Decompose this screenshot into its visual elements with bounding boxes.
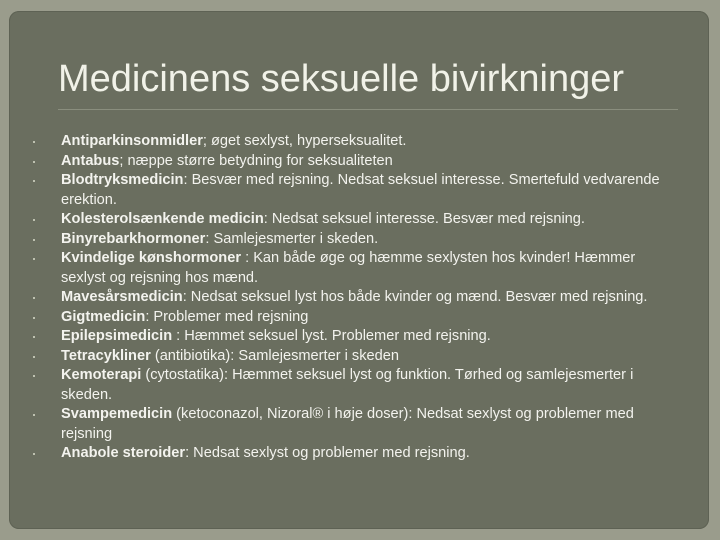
bullet-icon (33, 239, 35, 241)
medicine-term: Epilepsimedicin (61, 328, 173, 344)
side-effect-description: : Samlejesmerter i skeden. (205, 230, 379, 247)
list-item (30, 405, 670, 444)
bullet-icon (33, 336, 35, 338)
medicine-term: Kvindelige kønshormoner (61, 250, 242, 266)
side-effect-description: : Kan både øge og hæmme sexlysten hos kvinder! Hæmmer sexlyst og rejsning hos mænd. (61, 250, 636, 286)
medicine-term: Kolesterolsænkende medicin (61, 211, 264, 227)
bullet-icon (33, 297, 35, 299)
bullet-icon (33, 180, 35, 182)
bullet-icon (33, 219, 35, 221)
side-effect-description: : Nedsat seksuel lyst hos både kvinder og mænd. Besvær med rejsning. (182, 289, 648, 305)
bullet-icon (33, 258, 35, 260)
list-item (30, 347, 670, 367)
list-item (30, 308, 670, 328)
medicine-term: Antiparkinsonmidler (61, 133, 203, 149)
list-item (30, 288, 670, 308)
side-effect-description: : Problemer med rejsning (145, 308, 309, 325)
medicine-term: Antabus (61, 152, 120, 169)
side-effect-description: : Besvær med rejsning. Nedsat seksuel interesse. Smertefuld vedvarende erektion. (61, 172, 660, 208)
side-effects-list (30, 132, 670, 464)
bullet-icon (33, 414, 35, 416)
list-item (30, 132, 670, 152)
side-effect-description: (ketoconazol, Nizoral® i høje doser): Nedsat sexlyst og problemer med rejsning (61, 406, 634, 442)
medicine-term: Kemoterapi (61, 367, 142, 383)
list-item (30, 249, 670, 288)
slide-title: Medicinens seksuelle bivirkninger (58, 58, 625, 100)
side-effect-description: ; øget sexlyst, hyperseksualitet. (202, 133, 407, 149)
side-effect-description: (cytostatika): Hæmmet seksuel lyst og funktion. Tørhed og samlejesmerter i skeden. (61, 367, 634, 403)
side-effect-description: (antibiotika): Samlejesmerter i skeden (150, 347, 399, 364)
list-item (30, 444, 670, 464)
side-effect-description: : Hæmmet seksuel lyst. Problemer med rejsning. (172, 328, 491, 344)
title-divider (58, 109, 678, 110)
list-item (30, 171, 670, 210)
list-item (30, 327, 670, 347)
bullet-icon (33, 317, 35, 319)
medicine-term: Gigtmedicin (61, 308, 146, 325)
medicine-term: Blodtryksmedicin (61, 172, 184, 188)
list-item (30, 210, 670, 230)
medicine-term: Binyrebarkhormoner (61, 230, 206, 247)
side-effect-description: ; næppe større betydning for seksualiteten (119, 152, 393, 169)
medicine-term: Anabole steroider (61, 445, 186, 461)
medicine-term: Tetracykliner (61, 347, 151, 364)
side-effect-description: : Nedsat sexlyst og problemer med rejsning. (185, 445, 470, 461)
medicine-term: Svampemedicin (61, 406, 173, 422)
medicine-term: Mavesårsmedicin (61, 289, 183, 305)
list-item (30, 366, 670, 405)
bullet-icon (33, 356, 35, 358)
bullet-icon (33, 161, 35, 163)
list-item (30, 230, 670, 250)
bullet-icon (33, 141, 35, 143)
list-item (30, 152, 670, 172)
side-effect-description: : Nedsat seksuel interesse. Besvær med rejsning. (263, 211, 585, 227)
bullet-icon (33, 375, 35, 377)
bullet-icon (33, 453, 35, 455)
